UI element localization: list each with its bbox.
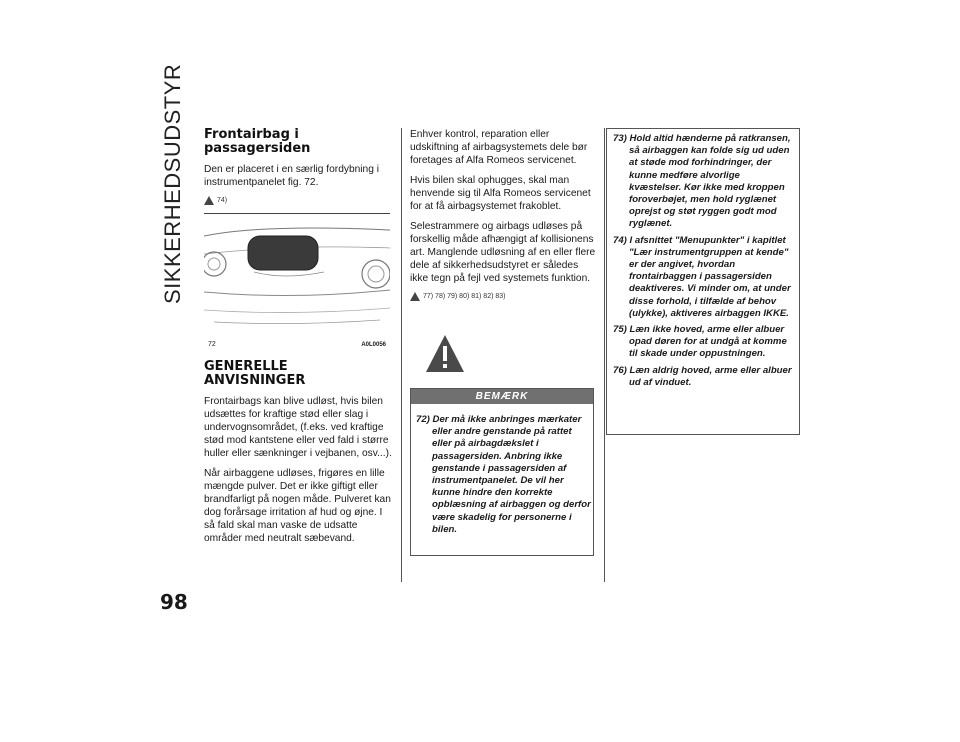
warning-reference-text: 74) <box>217 197 228 204</box>
warning-note-75: 75) Læn ikke hoved, arme eller albuer opad døren for at undgå at komme til skade under oppustningen. <box>613 324 787 360</box>
paragraph: Når airbaggene udløses, frigøres en lille mængde pulver. Det er ikke giftigt eller brandfarligt på nogen måde. Pulveret kan dog forårsage irritation af hud og øjne. I så fald skal man vaske de udsatte områder med neutralt sæbevand. <box>204 468 391 544</box>
warning-note-73: 73) Hold altid hænderne på ratkransen, så airbaggen kan folde sig ud uden at støde mod forhindringer, der kunne medføre alvorlige kvæstelser. Kør ikke med kroppen foroverbøjet, men hold ryglænet oprejst og støt ryggen godt mod ryglænet. <box>613 133 791 230</box>
figure-number: 72 <box>208 341 216 348</box>
warning-note-74: 74) I afsnittet "Menupunkter" i kapitlet "Lær instrumentgruppen at kende" er der angivet, hvordan frontairbaggen i passagersiden deaktiveres. Vi minder om, at under disse forhold, i tilfælde af behov (ulykke), aktiveres airbaggen IKKE. <box>613 234 791 319</box>
section-heading-general: GENERELLE ANVISNINGER <box>204 359 306 388</box>
airbag-cover <box>248 236 318 270</box>
column-2 <box>410 128 598 556</box>
section-title-vertical: SIKKERHEDSUDSTYR <box>160 63 185 304</box>
warning-triangle-icon <box>410 292 420 301</box>
warning-notes-box <box>606 128 800 435</box>
paragraph: Den er placeret i en særlig fordybning i instrumentpanelet fig. 72. <box>204 164 379 188</box>
column-1 <box>204 128 392 552</box>
page-number: 98 <box>160 590 188 614</box>
warning-references-text: 77) 78) 79) 80) 81) 82) 83) <box>423 293 506 300</box>
warning-note-76: 76) Læn aldrig hoved, arme eller albuer ud af vinduet. <box>613 364 792 388</box>
column-3 <box>606 128 800 435</box>
paragraph: Hvis bilen skal ophugges, skal man henvende sig til Alfa Romeos servicenet for at få airbagsystemet frakoblet. <box>410 175 591 212</box>
note-item: 72) Der må ikke anbringes mærkater eller andre genstande på rattet eller på airbagdækslet i passagersiden. Anbring ikke genstande i passagersiden af instrumentpanelet. De vil her kunne hindre den korrekte opblæsning af airbaggen og derfor være skadelig for personerne i bilen. <box>416 414 591 535</box>
paragraph: Enhver kontrol, reparation eller udskiftning af airbagsystemets dele bør foretages af Alfa Romeos servicenet. <box>410 129 588 166</box>
dashboard-illustration <box>204 214 390 350</box>
column-divider <box>604 128 605 582</box>
column-divider <box>401 128 402 582</box>
note-title: BEMÆRK <box>411 389 593 404</box>
warning-triangle-icon <box>204 196 214 205</box>
warning-triangle-icon <box>424 333 466 375</box>
warning-reference <box>204 196 392 205</box>
figure-72 <box>204 213 390 350</box>
paragraph: Frontairbags kan blive udløst, hvis bilen udsættes for kraftige stød eller slag i undervognsområdet, (f.eks. ved kraftige stød mod kantstene eller ved fald i større huller eller sænkninger i vejbanen, osv...). <box>204 396 392 459</box>
note-box <box>410 388 594 556</box>
section-heading: Frontairbag i passagersiden <box>204 127 311 156</box>
figure-code: A0L0056 <box>361 342 386 348</box>
warning-references <box>410 292 598 301</box>
paragraph: Selestrammere og airbags udløses på forskellig måde afhængigt af kollisionens art. Manglende udløsning af en eller flere dele af sikkerhedsudstyret er således ikke tegn på fejl ved systemets funktion. <box>410 221 596 284</box>
